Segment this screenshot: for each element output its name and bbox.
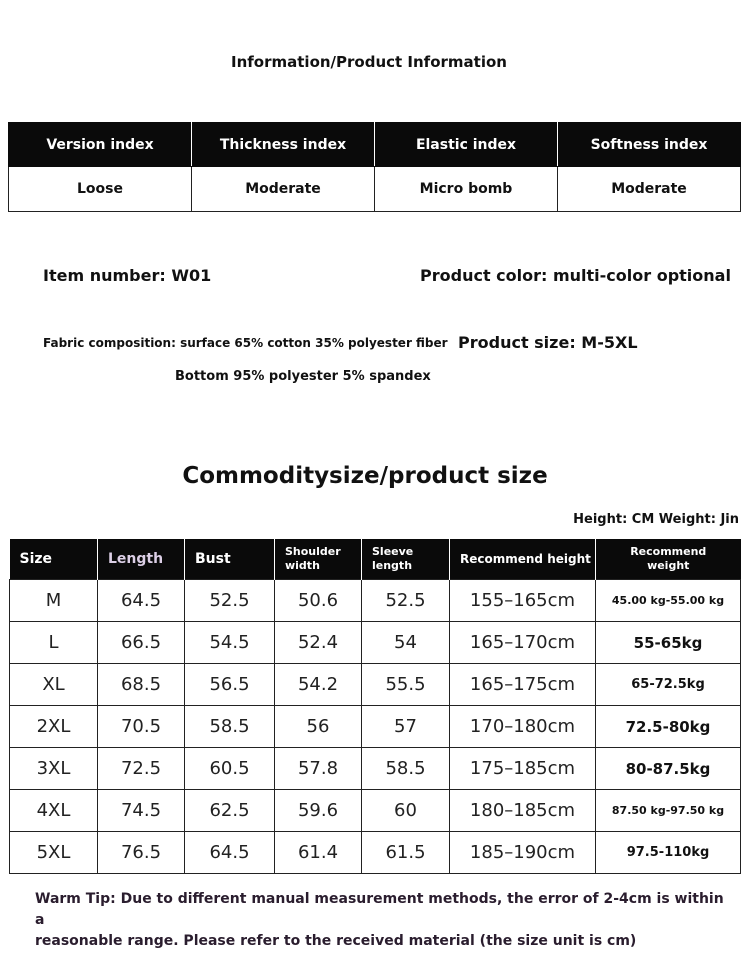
cell-size: L	[10, 622, 98, 664]
cell-height: 155–165cm	[450, 580, 596, 622]
header-weight-line2: weight	[647, 559, 690, 572]
cell-sleeve: 58.5	[362, 748, 450, 790]
cell-shoulder: 50.6	[275, 580, 362, 622]
table-row	[10, 748, 741, 790]
cell-weight: 45.00 kg-55.00 kg	[596, 580, 741, 622]
cell-size: XL	[10, 664, 98, 706]
units-note: Height: CM Weight: Jin	[573, 512, 739, 527]
cell-shoulder: 52.4	[275, 622, 362, 664]
index-header-row	[9, 123, 741, 167]
cell-sleeve: 57	[362, 706, 450, 748]
cell-bust: 56.5	[185, 664, 275, 706]
size-title: Commoditysize/product size	[182, 463, 548, 489]
cell-shoulder: 59.6	[275, 790, 362, 832]
table-row	[10, 664, 741, 706]
header-sleeve-line1: Sleeve	[372, 545, 414, 558]
cell-weight: 72.5-80kg	[596, 706, 741, 748]
cell-height: 165–170cm	[450, 622, 596, 664]
cell-sleeve: 61.5	[362, 832, 450, 874]
cell-height: 180–185cm	[450, 790, 596, 832]
cell-size: 2XL	[10, 706, 98, 748]
info-title: Information/Product Information	[231, 53, 507, 71]
cell-size: 3XL	[10, 748, 98, 790]
cell-length: 68.5	[98, 664, 185, 706]
index-header-thickness: Thickness index	[192, 123, 375, 167]
cell-shoulder: 56	[275, 706, 362, 748]
cell-bust: 52.5	[185, 580, 275, 622]
fabric-composition: Fabric composition: surface 65% cotton 35% polyester fiber	[43, 336, 448, 350]
cell-shoulder: 61.4	[275, 832, 362, 874]
cell-size: 5XL	[10, 832, 98, 874]
cell-height: 165–175cm	[450, 664, 596, 706]
header-shoulder	[275, 539, 362, 580]
header-length: Length	[98, 539, 185, 580]
header-bust: Bust	[185, 539, 275, 580]
index-value-softness: Moderate	[558, 167, 741, 212]
cell-sleeve: 54	[362, 622, 450, 664]
cell-height: 175–185cm	[450, 748, 596, 790]
cell-size: M	[10, 580, 98, 622]
cell-weight: 97.5-110kg	[596, 832, 741, 874]
cell-length: 66.5	[98, 622, 185, 664]
cell-length: 76.5	[98, 832, 185, 874]
index-header-softness: Softness index	[558, 123, 741, 167]
index-header-version: Version index	[9, 123, 192, 167]
index-value-row	[9, 167, 741, 212]
cell-bust: 60.5	[185, 748, 275, 790]
index-table	[8, 122, 741, 212]
cell-height: 185–190cm	[450, 832, 596, 874]
size-header-row	[10, 539, 741, 580]
cell-bust: 54.5	[185, 622, 275, 664]
warm-tip	[35, 889, 725, 952]
table-row	[10, 790, 741, 832]
index-header-elastic: Elastic index	[375, 123, 558, 167]
cell-sleeve: 60	[362, 790, 450, 832]
header-size: Size	[10, 539, 98, 580]
cell-bust: 62.5	[185, 790, 275, 832]
cell-length: 70.5	[98, 706, 185, 748]
index-value-elastic: Micro bomb	[375, 167, 558, 212]
cell-weight: 55-65kg	[596, 622, 741, 664]
cell-length: 74.5	[98, 790, 185, 832]
product-size: Product size: M-5XL	[458, 333, 638, 352]
cell-size: 4XL	[10, 790, 98, 832]
cell-length: 72.5	[98, 748, 185, 790]
cell-weight: 65-72.5kg	[596, 664, 741, 706]
header-weight-line1: Recommend	[630, 545, 707, 558]
warm-tip-line2: reasonable range. Please refer to the received material (the size unit is cm)	[35, 933, 637, 949]
cell-height: 170–180cm	[450, 706, 596, 748]
header-sleeve-line2: length	[372, 559, 413, 572]
table-row	[10, 706, 741, 748]
cell-bust: 64.5	[185, 832, 275, 874]
header-height: Recommend height	[450, 539, 596, 580]
cell-weight: 80-87.5kg	[596, 748, 741, 790]
size-table	[9, 539, 741, 874]
header-sleeve	[362, 539, 450, 580]
item-number: Item number: W01	[43, 266, 212, 285]
header-shoulder-line1: Shoulder	[285, 545, 341, 558]
fabric-bottom: Bottom 95% polyester 5% spandex	[175, 369, 431, 384]
cell-bust: 58.5	[185, 706, 275, 748]
table-row	[10, 832, 741, 874]
table-row	[10, 622, 741, 664]
cell-sleeve: 55.5	[362, 664, 450, 706]
cell-weight: 87.50 kg-97.50 kg	[596, 790, 741, 832]
cell-shoulder: 57.8	[275, 748, 362, 790]
cell-sleeve: 52.5	[362, 580, 450, 622]
header-shoulder-line2: width	[285, 559, 320, 572]
table-row	[10, 580, 741, 622]
product-color: Product color: multi-color optional	[420, 266, 731, 285]
index-value-thickness: Moderate	[192, 167, 375, 212]
header-weight	[596, 539, 741, 580]
cell-length: 64.5	[98, 580, 185, 622]
warm-tip-line1: Warm Tip: Due to different manual measurement methods, the error of 2-4cm is within a	[35, 891, 724, 928]
cell-shoulder: 54.2	[275, 664, 362, 706]
index-value-version: Loose	[9, 167, 192, 212]
